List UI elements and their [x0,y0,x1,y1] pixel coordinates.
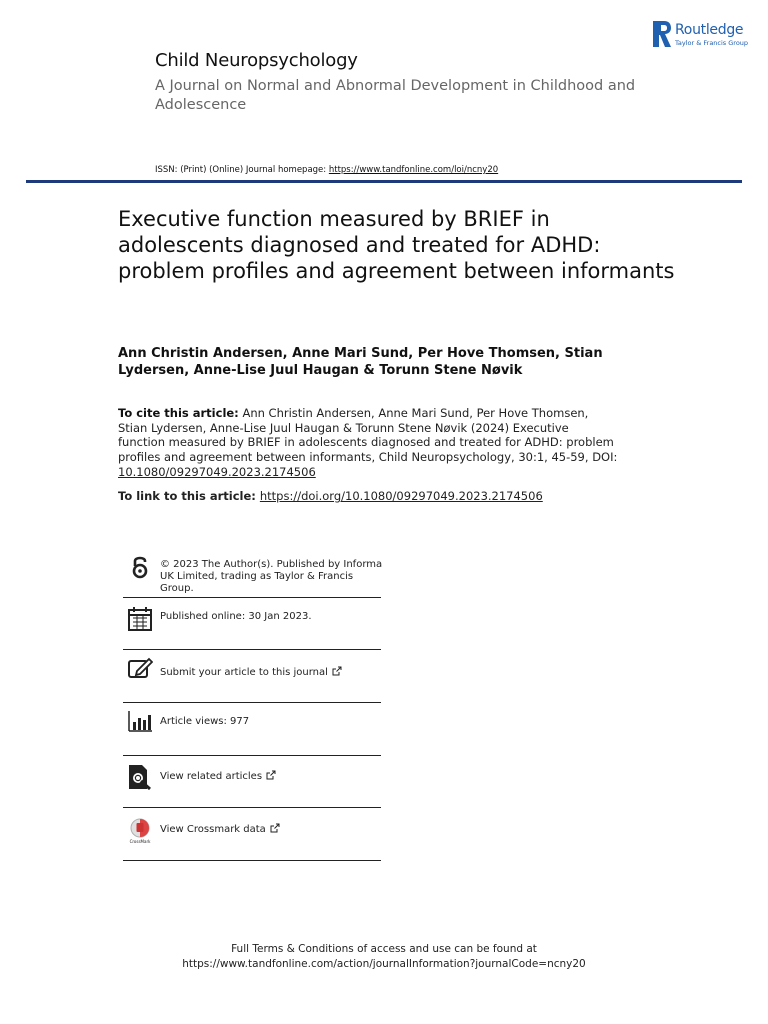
header-divider [26,180,742,183]
article-authors: Ann Christin Andersen, Anne Mari Sund, Per Hove Thomsen, Stian Lydersen, Anne-Lise Juul Haugan & Torunn Stene Nøvik [118,346,603,378]
footer-terms-url[interactable]: https://www.tandfonline.com/action/journalInformation?journalCode=ncny20 [182,958,586,970]
footer [0,942,768,972]
citation-doi-link[interactable]: 10.1080/09297049.2023.2174506 [118,464,316,479]
publisher-subtitle: Taylor & Francis Group [675,39,749,47]
link-label: To link to this article: [118,489,260,503]
journal-homepage-link[interactable]: https://www.tandfonline.com/loi/ncny20 [328,165,499,175]
info-submit[interactable] [123,650,381,703]
info-related[interactable] [123,756,381,808]
info-published [123,598,381,650]
publisher-name: Routledge [675,22,744,38]
footer-terms-text: Full Terms & Conditions of access and use can be found at [231,943,537,955]
citation-block [118,406,618,480]
open-access-icon [127,554,153,580]
info-views [123,703,381,756]
info-open-access [123,552,381,598]
calendar-icon [127,606,153,632]
related-articles-text[interactable] [160,770,384,783]
crossmark-icon [127,818,153,844]
citation-text: Ann Christin Andersen, Anne Mari Sund, Per Hove Thomsen, Stian Lydersen, Anne-Lise Juul Haugan & Torunn Stene Nøvik (2024) Executive function measured by BRIEF in adolescents diagnosed and treated for ADHD: problem profiles and agreement between informants, Child Neuropsychology, 30:1, 45-59, DOI: [118,406,618,465]
submit-article-label[interactable]: Submit your article to this journal [160,667,328,678]
edit-icon [127,656,153,682]
routledge-logo-icon [652,20,672,48]
crossmark-text[interactable] [160,823,384,836]
bar-chart-icon [127,709,153,735]
open-access-text: © 2023 The Author(s). Published by Informa UK Limited, trading as Taylor & Francis Group. [160,559,383,594]
journal-subtitle: A Journal on Normal and Abnormal Development in Childhood and Adolescence [155,78,636,113]
submit-article-text[interactable] [160,666,384,679]
issn-text: ISSN: (Print) (Online) Journal homepage: [155,165,329,175]
external-link-icon [270,823,280,833]
journal-title: Child Neuropsychology [155,50,358,71]
external-link-icon [266,770,276,780]
related-articles-label[interactable]: View related articles [160,771,263,782]
article-views-text: Article views: 977 [160,716,250,727]
citation-label: To cite this article: [118,406,239,420]
article-link-line [118,489,678,503]
article-title: Executive function measured by BRIEF in adolescents diagnosed and treated for ADHD: problem profiles and agreement between informants [118,207,675,283]
info-crossmark[interactable] [123,808,381,861]
crossmark-caption: CrossMark [129,839,151,844]
search-document-icon [127,764,153,790]
published-text: Published online: 30 Jan 2023. [160,611,312,622]
external-link-icon [332,666,342,676]
article-doi-link[interactable]: https://doi.org/10.1080/09297049.2023.2174506 [259,489,543,503]
issn-line [155,165,498,175]
publisher-logo [652,20,752,50]
crossmark-label[interactable]: View Crossmark data [160,824,266,835]
